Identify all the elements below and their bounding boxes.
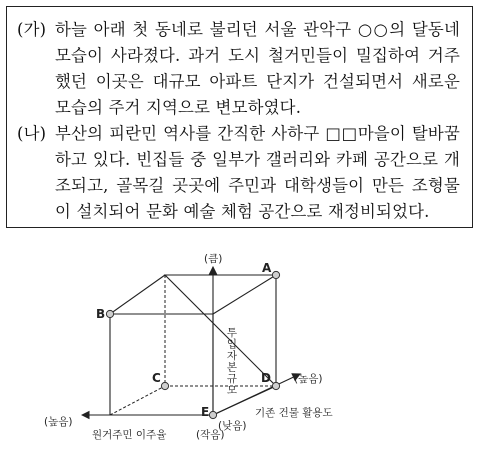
left-axis-label: 원거주민 이주율 [92,429,167,441]
point-b-label: B [96,307,106,321]
point-e-marker [209,411,216,418]
vertical-axis-label: 투 입 자 본 규 모 [226,327,238,397]
passage-text: 하늘 아래 첫 동네로 불리던 서울 관악구 ○○의 달동네 모습이 사라졌다. 과거 도시 철거민들이 밀집하여 거주했던 이곳은 대규모 아파트 단지가 건설되면서 새로운 모습의 주거 지역으로 변모하였다. [55,20,460,117]
passage-label: (나) [17,124,47,143]
passage-text: 부산의 피란민 역사를 간직한 사하구 □□마을이 탈바꿈하고 있다. 빈집들 중 일부가 갤러리와 카페 공간으로 개조되고, 골목길 곳곳에 주민과 대학생들이 만든 조형물이 설치되어 문화 예술 체험 공간으로 재정비되었다. [55,124,460,221]
point-a-marker [272,271,279,278]
point-a-label: A [262,261,272,275]
back-top-right-edges [165,275,276,386]
vertical-axis-high: (큼) [204,253,223,265]
point-d-marker [272,382,279,389]
point-d-label: D [261,371,271,385]
right-axis-high: (높음) [294,373,323,385]
passage-ga [17,17,460,121]
point-c-label: C [152,371,161,385]
point-e-label: E [201,405,210,419]
right-axis-low: (낮음) [218,420,247,432]
passage-label: (가) [17,20,47,39]
vertical-axis-low: (작음) [196,429,225,441]
passage-box [6,6,473,228]
point-c-marker [161,382,168,389]
front-face [110,314,213,415]
cube-diagram [0,240,481,451]
right-axis-label: 기존 건물 활용도 [255,407,333,419]
cube-frame [110,275,276,415]
passage-na [17,121,460,225]
left-axis-high: (높음) [44,416,73,428]
point-b-marker [106,310,113,317]
